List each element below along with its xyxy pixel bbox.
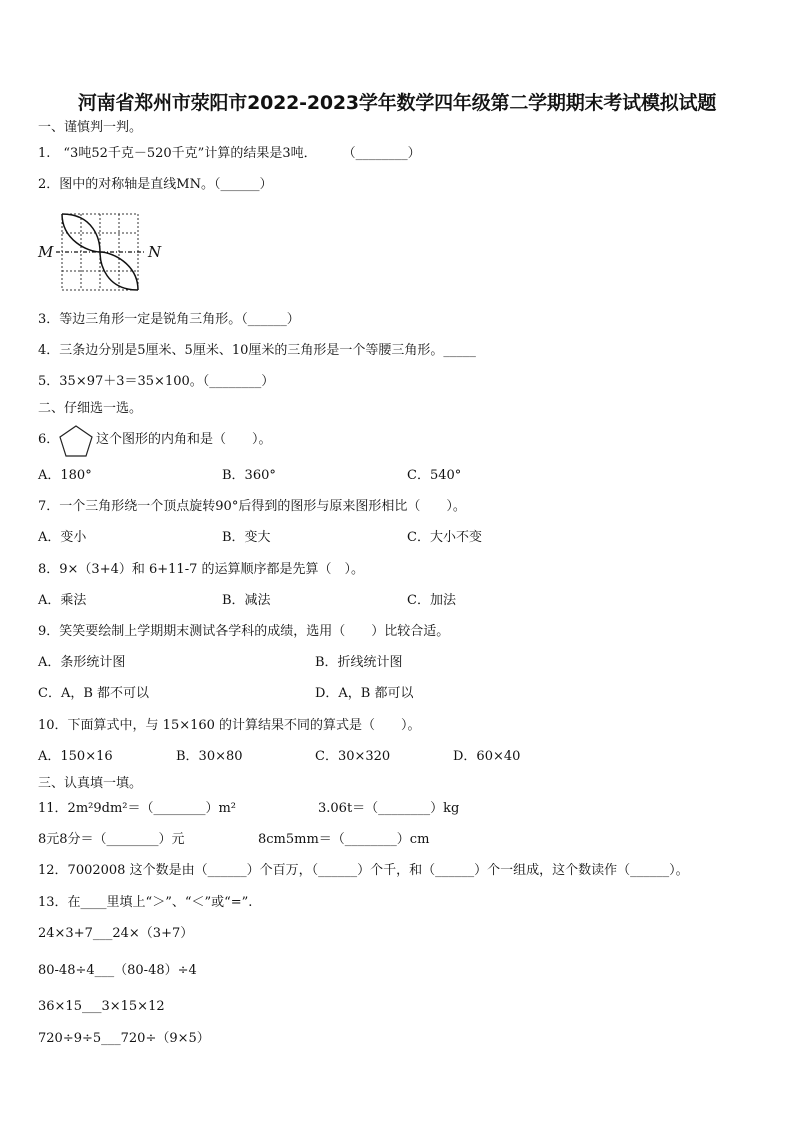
page-title: 河南省郑州市荥阳市2022-2023学年数学四年级第二学期期末考试模拟试题 bbox=[77, 92, 717, 114]
question-11a: 11．2m²9dm²＝（________）m² bbox=[38, 801, 237, 816]
question-13: 13．在____里填上“＞”、“＜”或“=”. bbox=[38, 895, 253, 910]
question-10: 10．下面算式中，与 15×160 的计算结果不同的算式是（ ）。 bbox=[38, 718, 421, 733]
q6-option-b: B．360° bbox=[222, 468, 276, 483]
q13-item-2: 80-48÷4___（80-48）÷4 bbox=[38, 963, 197, 978]
q7-option-b: B．变大 bbox=[222, 530, 271, 545]
symmetry-grid-figure bbox=[36, 210, 166, 292]
question-8: 8．9×（3+4）和 6+11-7 的运算顺序都是先算（ ）。 bbox=[38, 562, 365, 577]
question-11d: 8cm5mm＝（________）cm bbox=[258, 832, 430, 847]
question-6-text: 这个图形的内角和是（ ）。 bbox=[96, 432, 272, 447]
section-heading-1: 一、谨慎判一判。 bbox=[38, 120, 143, 135]
label-n: N bbox=[148, 243, 162, 261]
q8-option-c: C．加法 bbox=[407, 593, 456, 608]
q10-option-d: D．60×40 bbox=[453, 749, 521, 764]
question-3: 3．等边三角形一定是锐角三角形。（______） bbox=[38, 312, 300, 327]
question-2: 2．图中的对称轴是直线MN。（______） bbox=[38, 177, 273, 192]
question-11b: 3.06t＝（________）kg bbox=[318, 801, 460, 816]
q9-option-d: D．A，B 都可以 bbox=[315, 686, 414, 701]
question-5: 5．35×97＋3＝35×100。（________） bbox=[38, 374, 275, 389]
section-heading-3: 三、认真填一填。 bbox=[38, 776, 143, 791]
q10-option-c: C．30×320 bbox=[315, 749, 391, 764]
question-1: 1. “3吨52千克－520千克”计算的结果是3吨． （________） bbox=[38, 146, 421, 161]
q13-item-1: 24×3+7___24×（3+7） bbox=[38, 926, 194, 941]
q8-option-b: B．减法 bbox=[222, 593, 271, 608]
q6-option-a: A．180° bbox=[38, 468, 92, 483]
q7-option-c: C．大小不变 bbox=[407, 530, 482, 545]
question-12: 12．7002008 这个数是由（______）个百万，（______）个千，和（______）个一组成，这个数读作（______）。 bbox=[38, 863, 689, 878]
q9-option-a: A．条形统计图 bbox=[38, 655, 126, 670]
q9-option-b: B．折线统计图 bbox=[315, 655, 403, 670]
q13-item-3: 36×15___3×15×12 bbox=[38, 999, 165, 1014]
pentagon-figure bbox=[58, 424, 94, 458]
q10-option-a: A．150×16 bbox=[38, 749, 113, 764]
question-11c: 8元8分＝（________）元 bbox=[38, 832, 185, 847]
q7-option-a: A．变小 bbox=[38, 530, 87, 545]
q10-option-b: B．30×80 bbox=[176, 749, 243, 764]
q6-option-c: C．540° bbox=[407, 468, 462, 483]
q13-item-4: 720÷9÷5___720÷（9×5） bbox=[38, 1031, 210, 1046]
question-6-number: 6． bbox=[38, 432, 60, 447]
question-7: 7．一个三角形绕一个顶点旋转90°后得到的图形与原来图形相比（ ）。 bbox=[38, 499, 466, 514]
section-heading-2: 二、仔细选一选。 bbox=[38, 401, 143, 416]
q8-option-a: A．乘法 bbox=[38, 593, 87, 608]
question-4: 4．三条边分别是5厘米、5厘米、10厘米的三角形是一个等腰三角形。_____ bbox=[38, 343, 476, 358]
q9-option-c: C．A，B 都不可以 bbox=[38, 686, 150, 701]
question-9: 9．笑笑要绘制上学期期末测试各学科的成绩，选用（ ）比较合适。 bbox=[38, 624, 450, 639]
label-m: M bbox=[38, 243, 54, 261]
